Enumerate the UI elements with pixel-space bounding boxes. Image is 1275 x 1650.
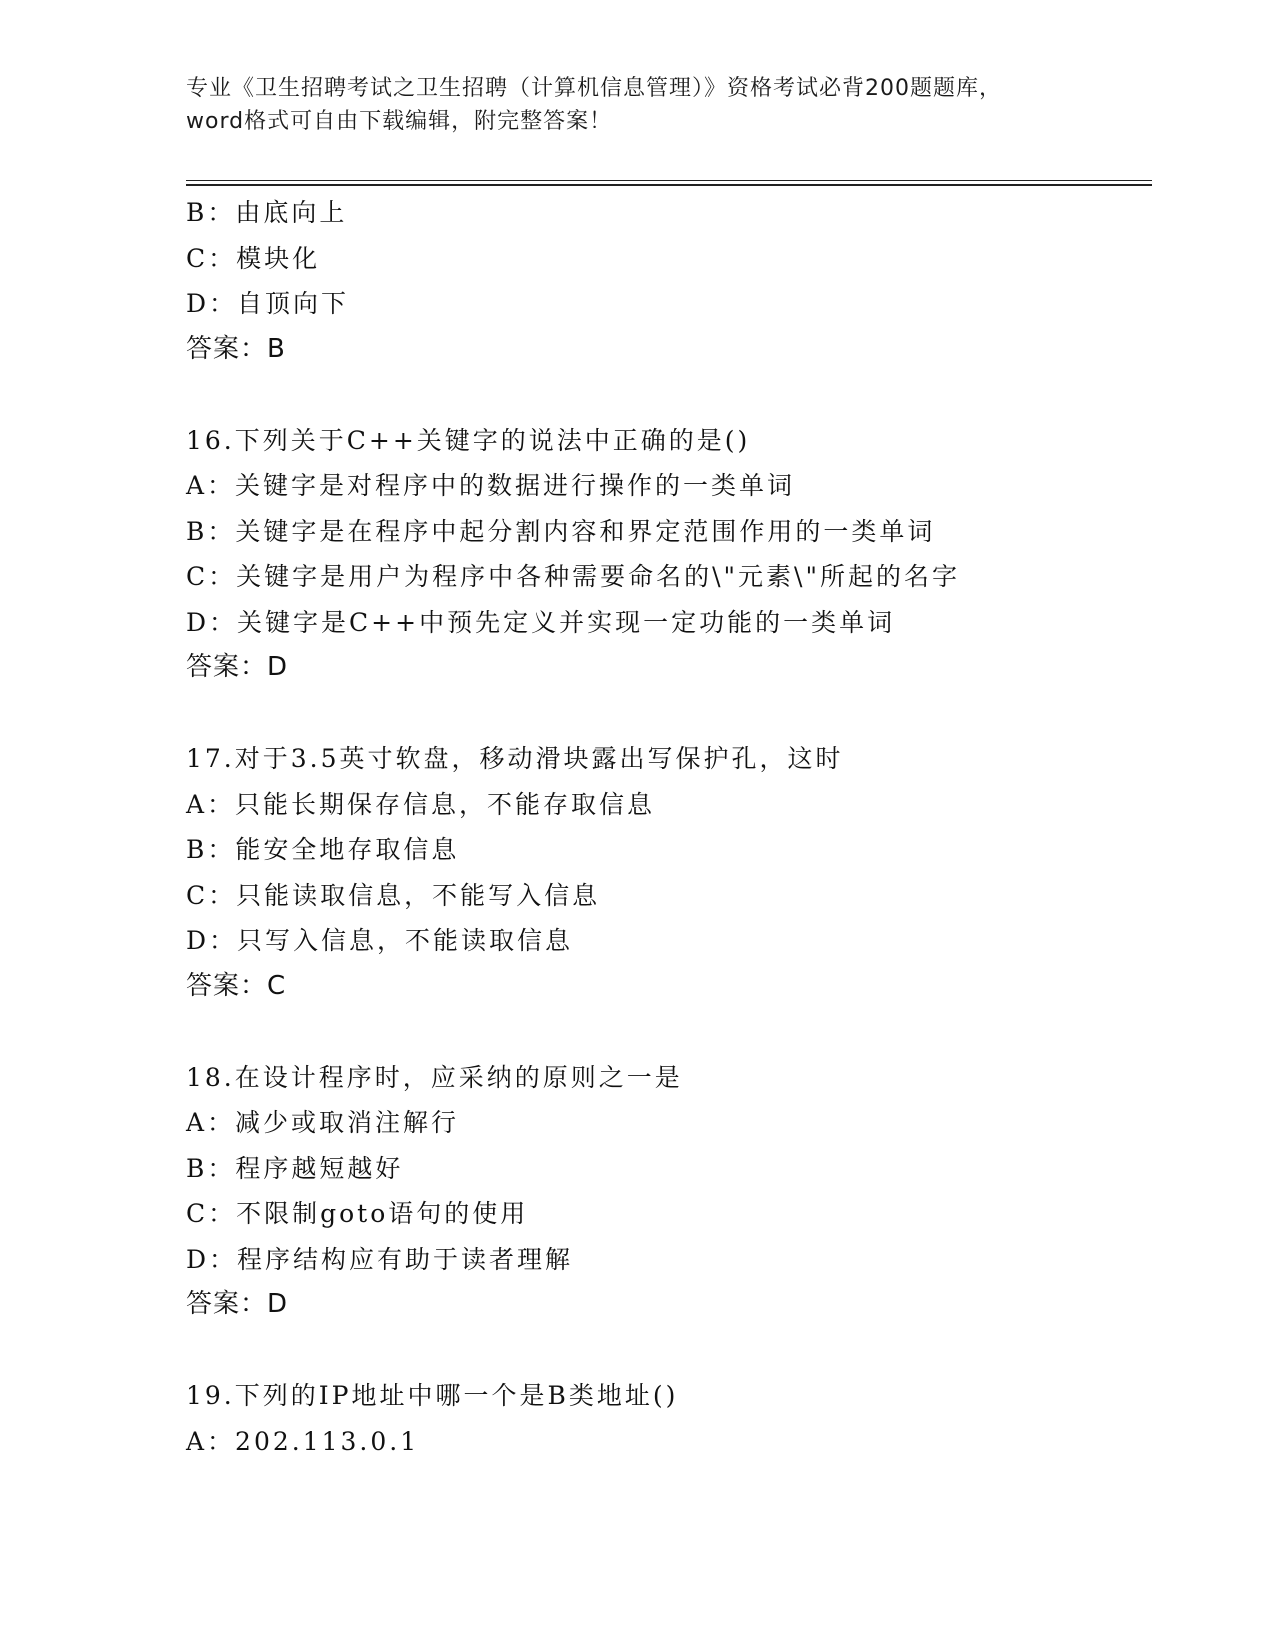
option-a: A：202.113.0.1 — [186, 1426, 420, 1456]
option-c: C：模块化 — [186, 243, 321, 273]
option-c: C：只能读取信息，不能写入信息 — [186, 880, 601, 910]
spacer — [186, 691, 1146, 737]
option-a: A：减少或取消注解行 — [186, 1108, 460, 1137]
option-b: B：能安全地存取信息 — [186, 835, 460, 864]
option-d: D：程序结构应有助于读者理解 — [186, 1244, 574, 1274]
option-c: C：不限制goto语句的使用 — [186, 1199, 529, 1228]
document-body — [186, 190, 1146, 1464]
option-d: D：关键字是C++中预先定义并实现一定功能的一类单词 — [186, 607, 896, 637]
header-rule-bottom — [186, 184, 1152, 186]
header-rule-top — [186, 180, 1152, 181]
option-b: B：关键字是在程序中起分割内容和界定范围作用的一类单词 — [186, 516, 936, 546]
question-stem: 18.在设计程序时，应采纳的原则之一是 — [186, 1062, 683, 1092]
spacer — [186, 1328, 1146, 1374]
question-17 — [186, 736, 1146, 1009]
question-stem: 19.下列的IP地址中哪一个是B类地址() — [186, 1381, 679, 1410]
question-19 — [186, 1373, 1146, 1464]
question-stem: 17.对于3.5英寸软盘，移动滑块露出写保护孔，这时 — [186, 744, 844, 773]
answer-line: 答案：B — [186, 333, 286, 364]
spacer — [186, 1009, 1146, 1055]
option-a: A：只能长期保存信息，不能存取信息 — [186, 789, 656, 819]
question-18 — [186, 1055, 1146, 1328]
header-line-1: 专业《卫生招聘考试之卫生招聘（计算机信息管理）》资格考试必背200题题库， — [186, 76, 1002, 101]
spacer — [186, 372, 1146, 418]
question-stem: 16.下列关于C++关键字的说法中正确的是() — [186, 425, 751, 455]
answer-line: 答案：D — [186, 1289, 289, 1319]
option-d: D：自顶向下 — [186, 289, 350, 318]
question-15-continuation — [186, 190, 1146, 372]
header-line-2: word格式可自由下载编辑，附完整答案！ — [186, 109, 613, 134]
document-header — [186, 72, 1086, 138]
option-b: B：程序越短越好 — [186, 1153, 404, 1183]
option-a: A：关键字是对程序中的数据进行操作的一类单词 — [186, 471, 796, 500]
question-16 — [186, 418, 1146, 691]
option-d: D：只写入信息，不能读取信息 — [186, 926, 574, 955]
answer-line: 答案：D — [186, 652, 289, 682]
option-c: C：关键字是用户为程序中各种需要命名的\"元素\"所起的名字 — [186, 562, 960, 591]
option-b: B：由底向上 — [186, 198, 348, 227]
answer-line: 答案：C — [186, 970, 287, 1001]
